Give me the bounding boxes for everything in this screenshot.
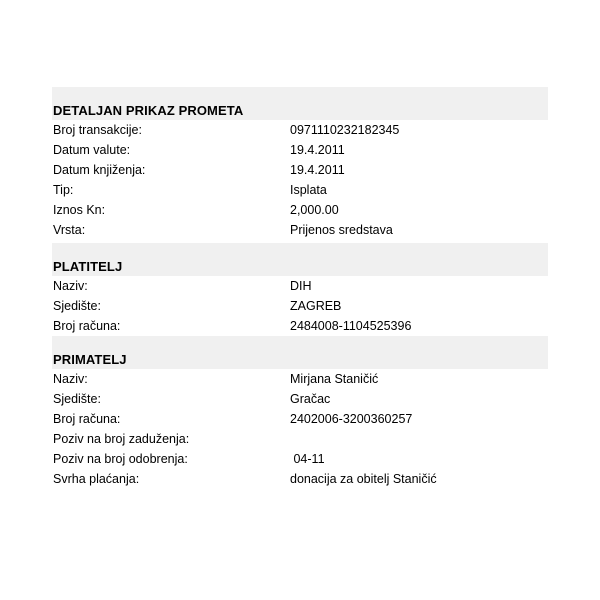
recipient-row-payment-purpose (52, 469, 548, 489)
payer-row-account (52, 316, 548, 336)
field-value: 2484008-1104525396 (290, 319, 412, 333)
field-label: Broj računa: (53, 319, 121, 333)
field-label: Naziv: (53, 372, 88, 386)
field-value: 19.4.2011 (290, 143, 345, 157)
section-header-recipient (52, 336, 548, 369)
recipient-row-credit-reference (52, 449, 548, 469)
field-value: 0971110232182345 (290, 123, 400, 137)
recipient-row-name (52, 369, 548, 389)
detail-row-transaction-number (52, 120, 548, 140)
transaction-detail-sheet (52, 87, 548, 489)
field-value: DIH (290, 279, 312, 293)
section-title: DETALJAN PRIKAZ PROMETA (53, 103, 244, 118)
field-label: Poziv na broj odobrenja: (53, 452, 188, 466)
recipient-row-account (52, 409, 548, 429)
field-label: Sjedište: (53, 299, 101, 313)
section-title: PRIMATELJ (53, 352, 127, 367)
section-header-payer (52, 243, 548, 276)
field-value: Isplata (290, 183, 327, 197)
recipient-row-debit-reference (52, 429, 548, 449)
payer-row-seat (52, 296, 548, 316)
field-value: ZAGREB (290, 299, 342, 313)
field-label: Broj računa: (53, 412, 121, 426)
field-label: Datum knjiženja: (53, 163, 146, 177)
detail-row-kind (52, 220, 548, 240)
field-value: Prijenos sredstava (290, 223, 393, 237)
field-label: Tip: (53, 183, 74, 197)
detail-row-type (52, 180, 548, 200)
field-value: 19.4.2011 (290, 163, 345, 177)
field-label: Svrha plaćanja: (53, 472, 140, 486)
field-label: Iznos Kn: (53, 203, 106, 217)
field-value: donacija za obitelj Staničić (290, 472, 437, 486)
detail-row-booking-date (52, 160, 548, 180)
recipient-row-seat (52, 389, 548, 409)
field-value: 2,000.00 (290, 203, 339, 217)
field-label: Sjedište: (53, 392, 101, 406)
section-title: PLATITELJ (53, 259, 123, 274)
field-value: Gračac (290, 392, 331, 406)
field-value: 2402006-3200360257 (290, 412, 413, 426)
detail-row-value-date (52, 140, 548, 160)
field-label: Broj transakcije: (53, 123, 142, 137)
field-label: Vrsta: (53, 223, 86, 237)
field-value: 04-11 (290, 452, 325, 466)
field-value: Mirjana Staničić (290, 372, 379, 386)
field-label: Poziv na broj zaduženja: (53, 432, 190, 446)
payer-row-name (52, 276, 548, 296)
section-header-transaction-detail (52, 87, 548, 120)
field-label: Datum valute: (53, 143, 131, 157)
field-label: Naziv: (53, 279, 88, 293)
detail-row-amount (52, 200, 548, 220)
